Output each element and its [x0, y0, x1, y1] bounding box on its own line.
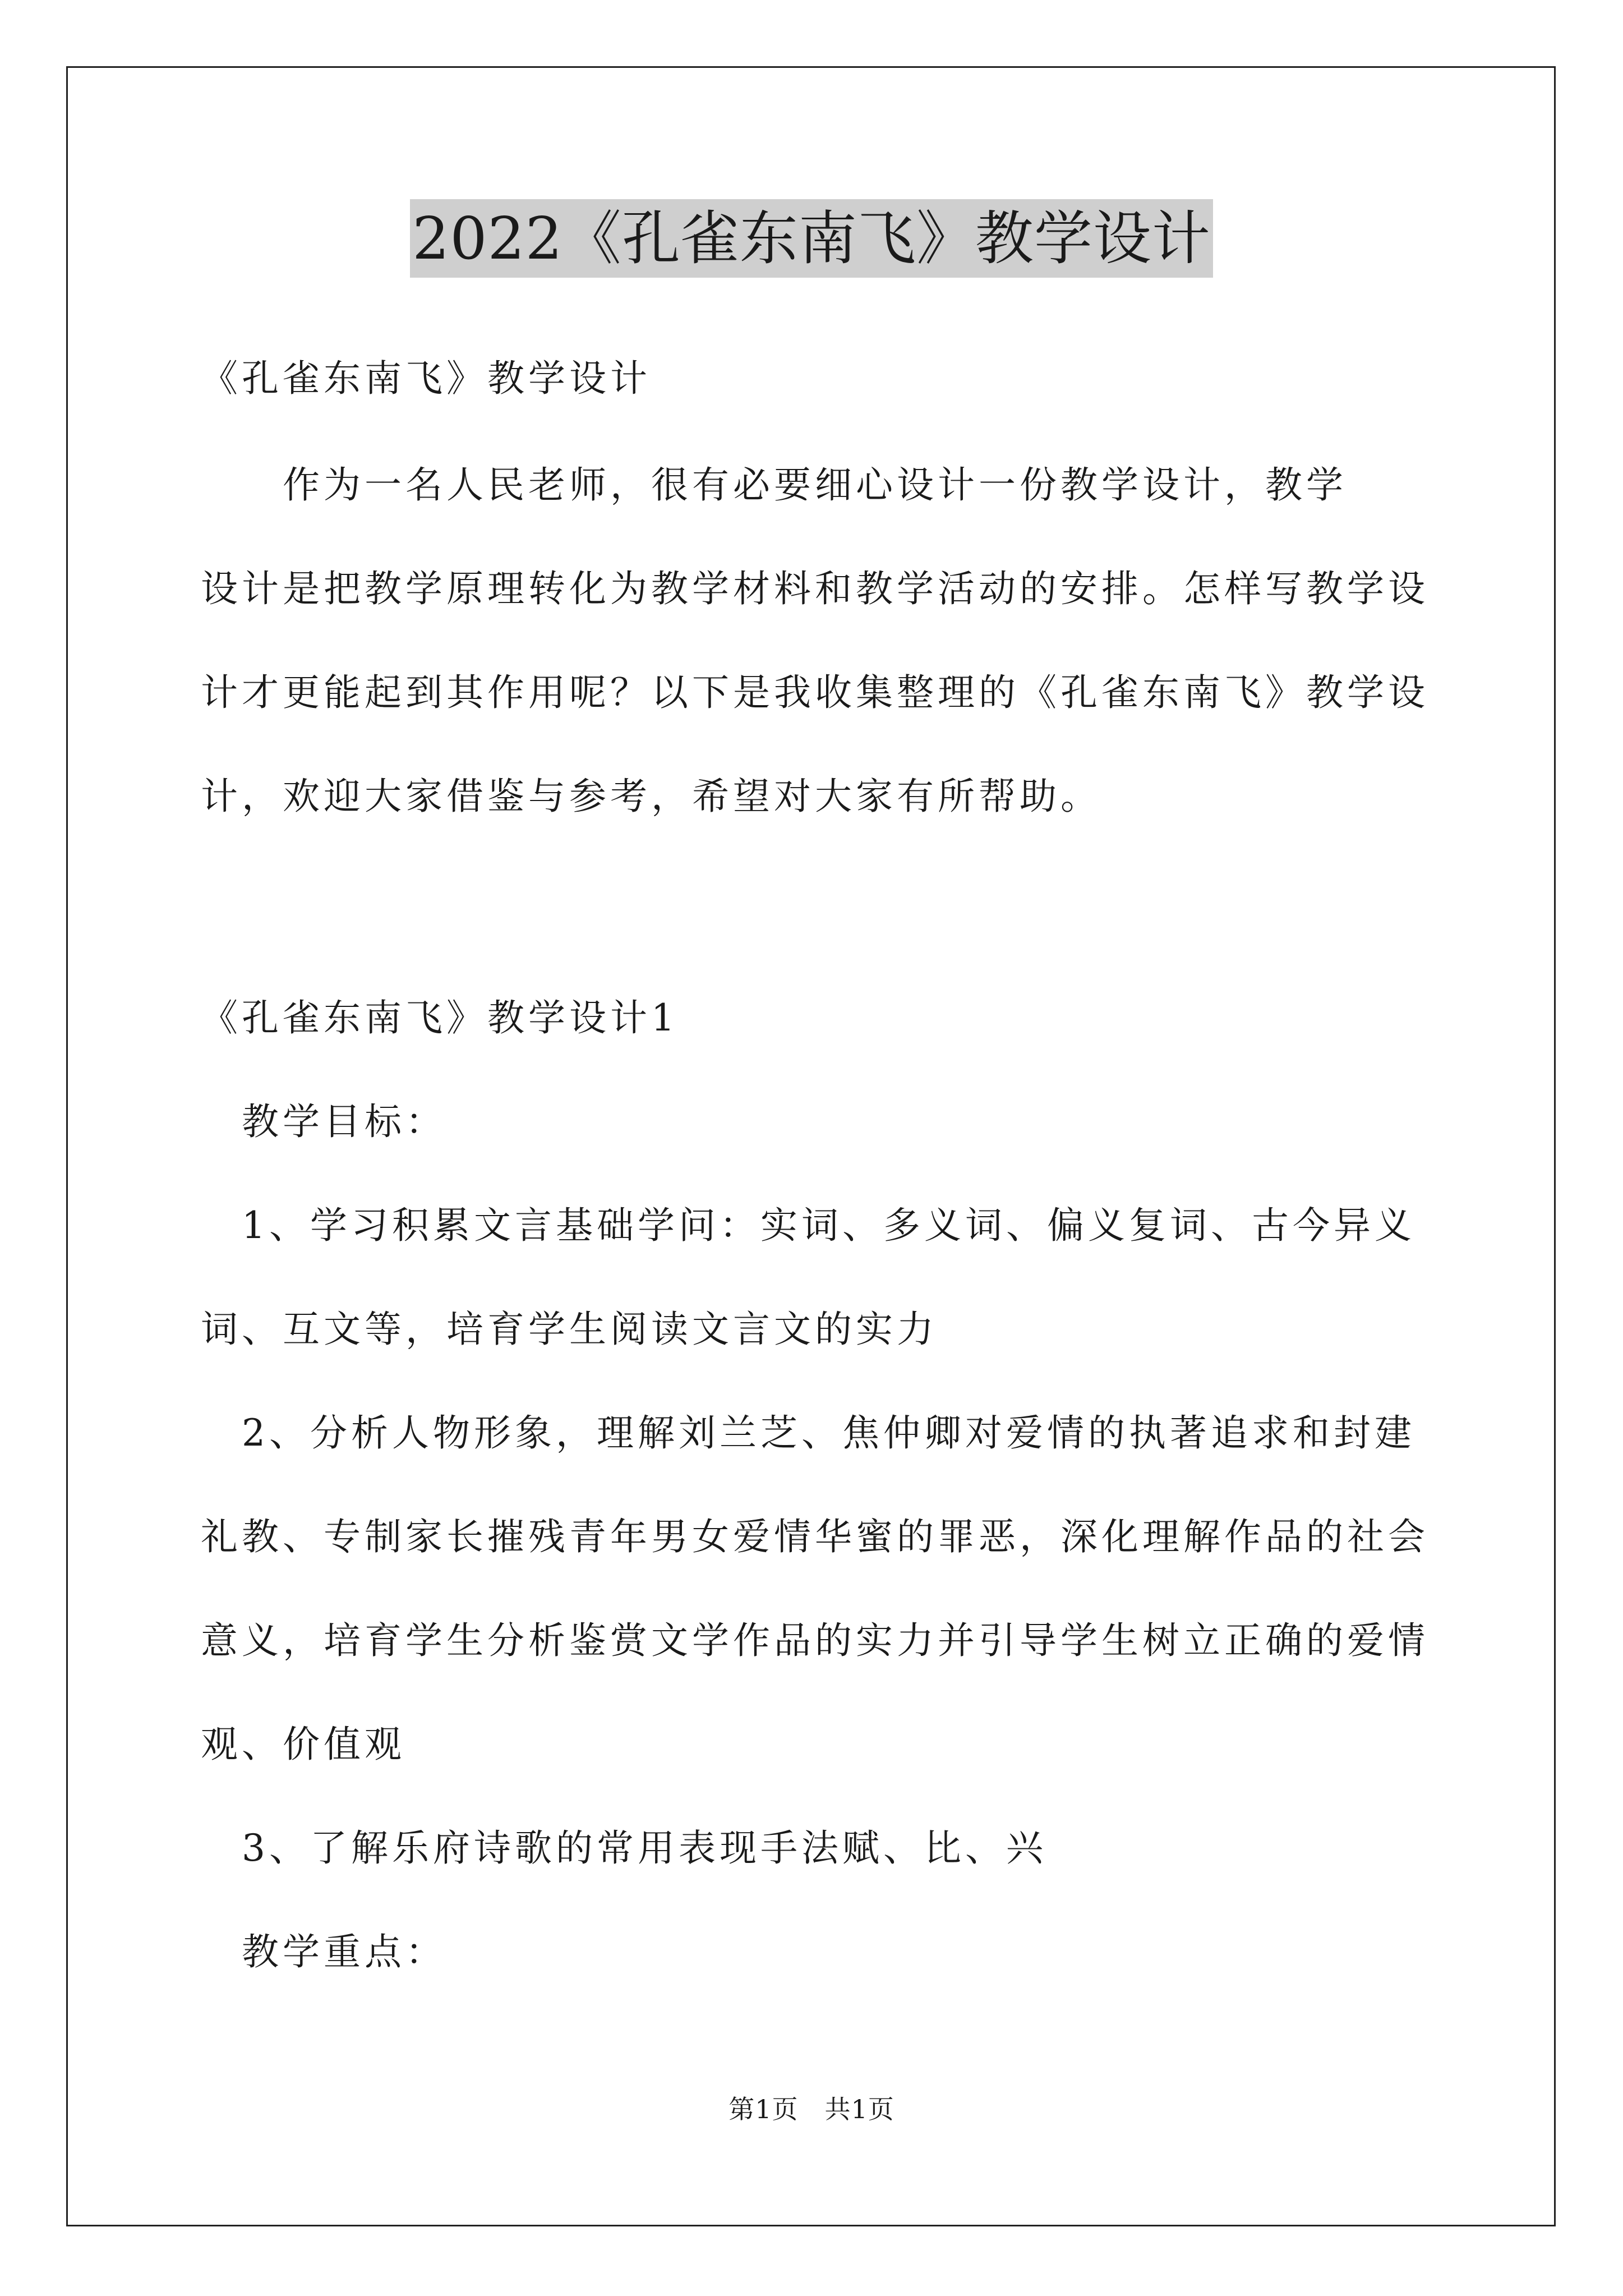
paragraph-line: 词、互文等，培育学生阅读文言文的实力	[201, 1308, 938, 1351]
paragraph-line: 意义，培育学生分析鉴赏文学作品的实力并引导学生树立正确的爱情	[201, 1619, 1429, 1662]
paragraph-line: 计才更能起到其作用呢？以下是我收集整理的《孔雀东南飞》教学设	[201, 671, 1429, 714]
page-footer: 第1页 共1页	[728, 2094, 895, 2124]
document-title: 2022《孔雀东南飞》教学设计	[410, 199, 1213, 278]
section-heading: 《孔雀东南飞》教学设计1	[201, 996, 679, 1039]
paragraph-line: 3、了解乐府诗歌的常用表现手法赋、比、兴	[201, 1826, 1047, 1870]
paragraph-line: 1、学习积累文言基础学问：实词、多义词、偏义复词、古今异义	[201, 1204, 1415, 1247]
paragraph-line: 计，欢迎大家借鉴与参考，希望对大家有所帮助。	[201, 775, 1101, 818]
title-container	[0, 199, 1623, 278]
paragraph-line: 2、分析人物形象，理解刘兰芝、焦仲卿对爱情的执著追求和封建	[201, 1411, 1415, 1455]
paragraph-line: 作为一名人民老师，很有必要细心设计一份教学设计，教学	[201, 463, 1347, 507]
paragraph-line: 设计是把教学原理转化为教学材料和教学活动的安排。怎样写教学设	[201, 567, 1429, 610]
paragraph-line: 观、价值观	[201, 1723, 405, 1766]
paragraph-line: 礼教、专制家长摧残青年男女爱情华蜜的罪恶，深化理解作品的社会	[201, 1515, 1429, 1558]
paragraph-line: 教学重点：	[201, 1930, 446, 1973]
paragraph-line: 教学目标：	[201, 1100, 446, 1143]
subtitle-line: 《孔雀东南飞》教学设计	[201, 357, 651, 400]
